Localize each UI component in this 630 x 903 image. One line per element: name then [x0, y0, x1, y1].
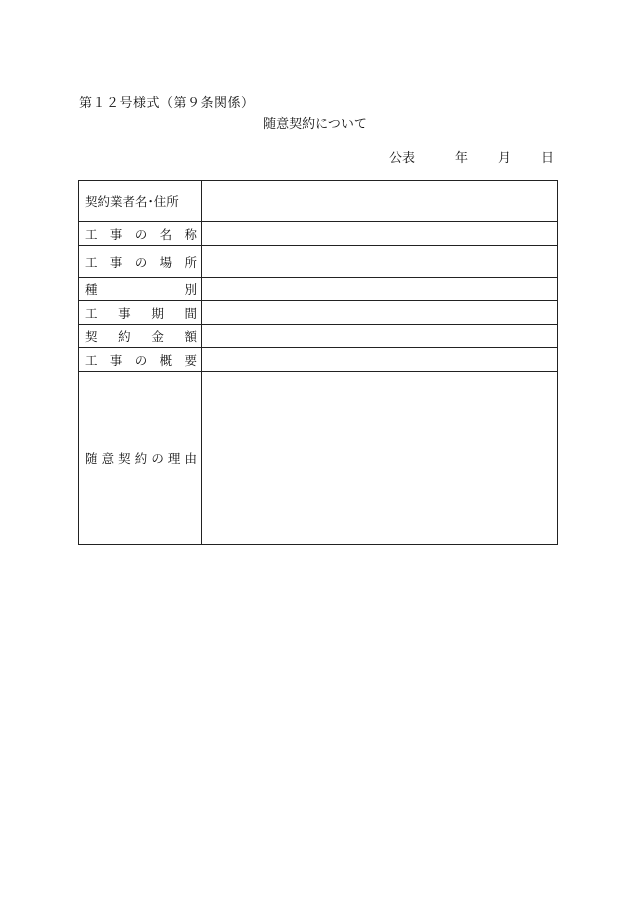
- reason-value-field[interactable]: [202, 372, 558, 545]
- row-label-spread: 工 事 の 名 称: [85, 226, 197, 242]
- row-label-spread: 工 事 の 場 所: [85, 254, 197, 270]
- table-row-period: [79, 301, 558, 325]
- category-value-field[interactable]: [202, 278, 558, 301]
- summary-value-field[interactable]: [202, 348, 558, 372]
- table-row-work-place: [79, 246, 558, 278]
- table-row-work-name: [79, 222, 558, 246]
- row-label-summary: [79, 348, 202, 372]
- row-label-reason: [79, 372, 202, 545]
- table-row-reason: [79, 372, 558, 545]
- document-title: 随意契約について: [263, 117, 367, 132]
- year-unit: 年: [455, 151, 469, 166]
- row-label-spread: 随 意 契 約 の 理 由: [85, 451, 197, 466]
- row-label-period: [79, 301, 202, 325]
- amount-value-field[interactable]: [202, 325, 558, 348]
- day-unit: 日: [541, 151, 555, 166]
- announcement-date-line: [389, 147, 554, 166]
- work-name-value-field[interactable]: [202, 222, 558, 246]
- contractor-value-field[interactable]: [202, 181, 558, 222]
- row-label-work-name: [79, 222, 202, 246]
- announcement-label: 公表: [389, 151, 416, 166]
- table-row-summary: [79, 348, 558, 372]
- row-label-spread: 契 約 金 額: [85, 329, 197, 344]
- row-label-spread: 種 別: [85, 282, 197, 297]
- contract-form-table: [78, 180, 558, 545]
- form-number: 第１２号様式（第９条関係）: [79, 96, 255, 111]
- table-row-amount: [79, 325, 558, 348]
- row-label-category: [79, 278, 202, 301]
- row-label-work-place: [79, 246, 202, 278]
- period-value-field[interactable]: [202, 301, 558, 325]
- table-row-contractor: [79, 181, 558, 222]
- row-label-text: 契約業者名･住所: [85, 194, 179, 209]
- work-place-value-field[interactable]: [202, 246, 558, 278]
- row-label-contractor: [79, 181, 202, 222]
- table-row-category: [79, 278, 558, 301]
- row-label-spread: 工 事 の 概 要: [85, 352, 197, 368]
- row-label-amount: [79, 325, 202, 348]
- month-unit: 月: [498, 151, 512, 166]
- row-label-spread: 工 事 期 間: [85, 305, 197, 321]
